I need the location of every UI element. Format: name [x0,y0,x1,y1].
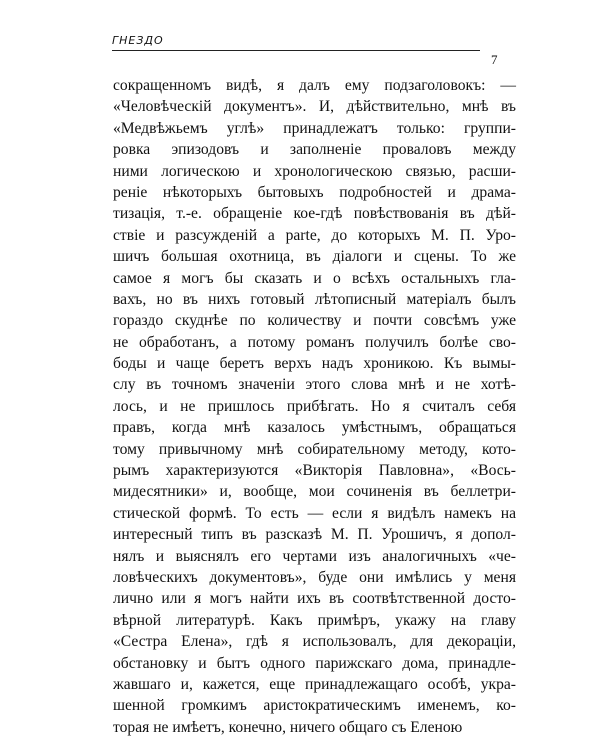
text-line: рымъ характеризуются «Викторія Павловна», «Вось- [113,462,516,480]
text-line: реніе нѣкоторыхъ бытовыхъ подробностей и драма- [113,183,516,201]
text-line: лось, и не пришлось прибѣгать. Но я считалъ себя [113,397,516,415]
text-line: правъ, когда мнѣ казалось умѣстнымъ, обращаться [113,419,516,437]
running-head-title: ГНЕЗДО [112,34,164,47]
text-line: ними логическою и хронологическою связью, расши- [113,162,516,180]
text-line: ровка эпизодовъ и заполненіе проваловъ между [113,141,516,159]
text-line: «Медвѣжьемъ углѣ» принадлежатъ только: группи- [113,119,516,137]
text-line: интересный типъ въ разсказѣ М. П. Урошичъ, я допол- [113,526,516,544]
text-line: вѣрной литературѣ. Какъ примѣръ, укажу на главу [113,611,516,629]
text-line: обстановку и бытъ одного парижскаго дома, принадле- [113,654,516,672]
text-line: слу въ точномъ значеніи этого слова мнѣ и не хотѣ- [113,376,516,394]
text-line: лично или я могъ найти ихъ въ соотвѣтственной досто- [113,590,516,608]
text-line: ствіе и разсужденій а parte, до которыхъ М. П. Уро- [113,226,516,244]
text-line: боды и чаще беретъ верхъ надъ хроникою. Къ вымы- [113,355,516,373]
text-line: самое я могъ бы сказать и о всѣхъ остальныхъ гла- [113,269,516,287]
text-line: стической формѣ. То есть — если я видѣлъ намекъ на [113,504,516,522]
text-line: тизація, т.-е. обращеніе кое-гдѣ повѣствованія въ дѣй- [113,205,516,223]
text-line: не обработанъ, а потому романъ получилъ болѣе сво- [113,333,516,351]
text-line: шенной громкимъ аристократическимъ именемъ, ко- [113,697,516,715]
text-line: вахъ, но въ нихъ готовый лѣтописный матеріалъ былъ [113,290,516,308]
text-line: шичъ большая охотница, въ діалоги и сцены. То же [113,248,516,266]
text-line: «Человѣческій документъ». И, дѣйствительно, мнѣ въ [113,98,516,116]
text-line: нялъ и выяснялъ его чертами изъ аналогичныхъ «че- [113,547,516,565]
header-rule [112,50,480,51]
text-line: торая не имѣетъ, конечно, ничего общаго съ Еленою [113,718,463,736]
text-line: тому привычному мнѣ собирательному методу, кото- [113,440,516,458]
text-line: мидесятники» и, вообще, мои сочиненія въ беллетри- [113,483,516,501]
text-line: гораздо скуднѣе по количеству и почти совсѣмъ уже [113,312,516,330]
text-line: жавшаго и, кажется, еще принадлежащаго особѣ, укра- [113,675,516,693]
text-line: сокращенномъ видѣ, я далъ ему подзаголовокъ: — [113,77,516,94]
body-text [113,75,516,738]
text-line: «Сестра Елена», гдѣ я использовалъ, для декораціи, [113,633,516,651]
text-line: ловѣческихъ документовъ», буде они имѣлись у меня [113,568,516,586]
page-number: 7 [491,52,498,67]
